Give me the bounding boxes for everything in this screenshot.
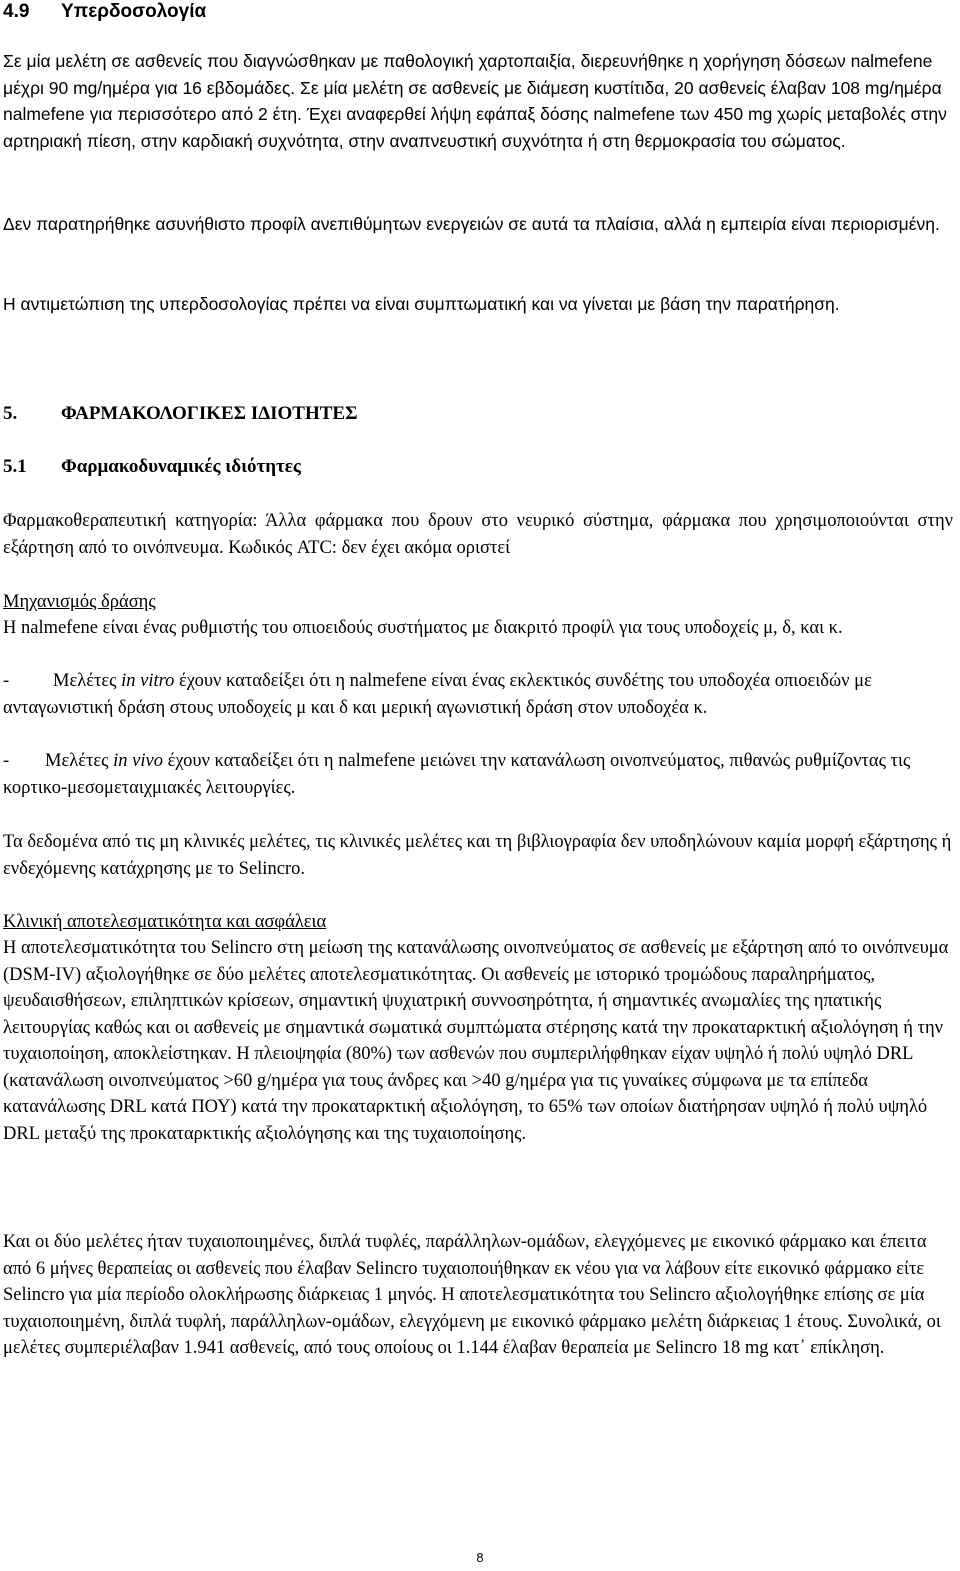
efficacy-heading: Κλινική αποτελεσματικότητα και ασφάλεια	[3, 912, 327, 932]
efficacy-paragraph-1: Η αποτελεσματικότητα του Selincro στη μείωση της κατανάλωσης οινοπνεύματος σε ασθενείς με εξάρτηση από το οινόπνευμα (DSM-IV) αξιολογήθηκε σε δύο μελέτες αποτελεσματικότητας. Οι ασθενείς με ιστορικό τρομώδους παραληρήματος, ψευδαισθήσεων, επιληπτικών κρίσεων, σημαντική ψυχιατρική συννοσηρότητα, ή σημαντικές ανωμαλίες της ηπατικής λειτουργίας καθώς και οι ασθενείς με σημαντικά σωματικά συμπτώματα στέρησης κατά την προκαταρκτική αξιολόγηση ή την τυχαιοποίηση, αποκλείστηκαν. Η πλειοψηφία (80%) των ασθενών που συμπεριλήφθηκαν είχαν υψηλό ή πολύ υψηλό DRL (κατανάλωση οινοπνεύματος >60 g/ημέρα για τους άνδρες και >40 g/ημέρα για τις γυναίκες σύμφωνα με τα επίπεδα κατανάλωσης DRL κατά ΠΟΥ) κατά την προκαταρκτική αξιολόγηση, το 65% των οποίων διατήρησαν υψηλό ή πολύ υψηλό DRL μεταξύ της προκαταρκτικής αξιολόγησης και της τυχαιοποίησης.	[3, 938, 949, 1144]
bullet-dash: -	[3, 751, 10, 771]
section-title: Υπερδοσολογία	[61, 1, 207, 22]
section-5-heading	[3, 402, 953, 426]
bullet-text-pre: Μελέτες	[53, 671, 122, 691]
section-5-1-heading	[3, 455, 953, 479]
bullet-text-italic: in vitro	[121, 671, 175, 691]
mechanism-heading: Μηχανισμός δράσης	[3, 592, 156, 612]
bullet-dash: -	[3, 671, 10, 691]
section-number: 5.	[3, 403, 18, 424]
overdose-paragraph-1: Σε μία μελέτη σε ασθενείς που διαγνώσθηκαν με παθολογική χαρτοπαιξία, διερευνήθηκε η χορήγηση δόσεων nalmefene μέχρι 90 mg/ημέρα για 16 εβδομάδες. Σε μία μελέτη σε ασθενείς με διάμεση κυστίτιδα, 20 ασθενείς έλαβαν 108 mg/ημέρα nalmefene για περισσότερο από 2 έτη. Έχει αναφερθεί λήψη εφάπαξ δόσης nalmefene των 450 mg χωρίς μεταβολές στην αρτηριακή πίεση, στην καρδιακή συχνότητα, στην αναπνευστική συχνότητα ή στη θερμοκρασία του σώματος.	[3, 51, 947, 151]
section-number: 5.1	[3, 456, 27, 477]
nonclinical-paragraph: Τα δεδομένα από τις μη κλινικές μελέτες, τις κλινικές μελέτες και τη βιβλιογραφία δεν υποδηλώνουν καμία μορφή εξάρτησης ή ενδεχόμενης κατάχρησης με το Selincro.	[3, 832, 952, 879]
section-number: 4.9	[3, 1, 30, 22]
bullet-text-post: έχουν καταδείξει ότι η nalmefene μειώνει την κατανάλωση οινοπνεύματος, πιθανώς ρυθμίζοντας τις κορτικο-μεσομεταιχμιακές λειτουργίες.	[3, 751, 911, 798]
mechanism-text: Η nalmefene είναι ένας ρυθμιστής του οπιοειδούς συστήματος με διακριτό προφίλ για τους υποδοχείς μ, δ, και κ.	[3, 618, 843, 638]
overdose-paragraph-3: Η αντιμετώπιση της υπερδοσολογίας πρέπει να είναι συμπτωματική και να γίνεται με βάση την παρατήρηση.	[3, 294, 840, 314]
efficacy-paragraph-2: Και οι δύο μελέτες ήταν τυχαιοποιημένες, διπλά τυφλές, παράλληλων-ομάδων, ελεγχόμενες με εικονικό φάρμακο και έπειτα από 6 μήνες θεραπείας οι ασθενείς που έλαβαν Selincro τυχαιοποιήθηκαν εκ νέου για να λάβουν είτε εικονικό φάρμακο είτε Selincro για μία περίοδο ολοκλήρωσης διάρκειας 1 μηνός. Η αποτελεσματικότητα του Selincro αξιολογήθηκε επίσης σε μία τυχαιοποιημένη, διπλά τυφλή, παράλληλων-ομάδων, ελεγχόμενη με εικονικό φάρμακο μελέτη διάρκειας 1 έτους. Συνολικά, οι μελέτες συμπεριέλαβαν 1.941 ασθενείς, από τους οποίους οι 1.144 έλαβαν θεραπεία με Selincro 18 mg κατ᾽ επίκληση.	[3, 1232, 941, 1358]
page-number: 8	[476, 1550, 484, 1565]
bullet-text-pre: Μελέτες	[45, 751, 114, 771]
section-title: Φαρμακοδυναμικές ιδιότητες	[61, 456, 301, 477]
section-4-9-heading	[3, 0, 953, 24]
bullet-text-italic: in vivo	[113, 751, 163, 771]
mechanism-bullet-1	[3, 668, 953, 721]
overdose-paragraph-2: Δεν παρατηρήθηκε ασυνήθιστο προφίλ ανεπιθύμητων ενεργειών σε αυτά τα πλαίσια, αλλά η εμπειρία είναι περιορισμένη.	[3, 214, 940, 234]
section-title: ΦΑΡΜΑΚΟΛΟΓΙΚΕΣ ΙΔΙΟΤΗΤΕΣ	[61, 403, 358, 424]
mechanism-bullet-2	[3, 748, 953, 801]
therapeutic-category: Φαρμακοθεραπευτική κατηγορία: Άλλα φάρμακα που δρουν στο νευρικό σύστημα, φάρμακα που χρησιμοποιούνται στην εξάρτηση από το οινόπνευμα. Κωδικός ATC: δεν έχει ακόμα οριστεί	[3, 511, 953, 558]
bullet-text-post: έχουν καταδείξει ότι η nalmefene είναι ένας εκλεκτικός συνδέτης του υποδοχέα οπιοειδών με ανταγωνιστική δράση στους υποδοχείς μ και δ και μερική αγωνιστική δράση στον υποδοχέα κ.	[3, 671, 872, 718]
